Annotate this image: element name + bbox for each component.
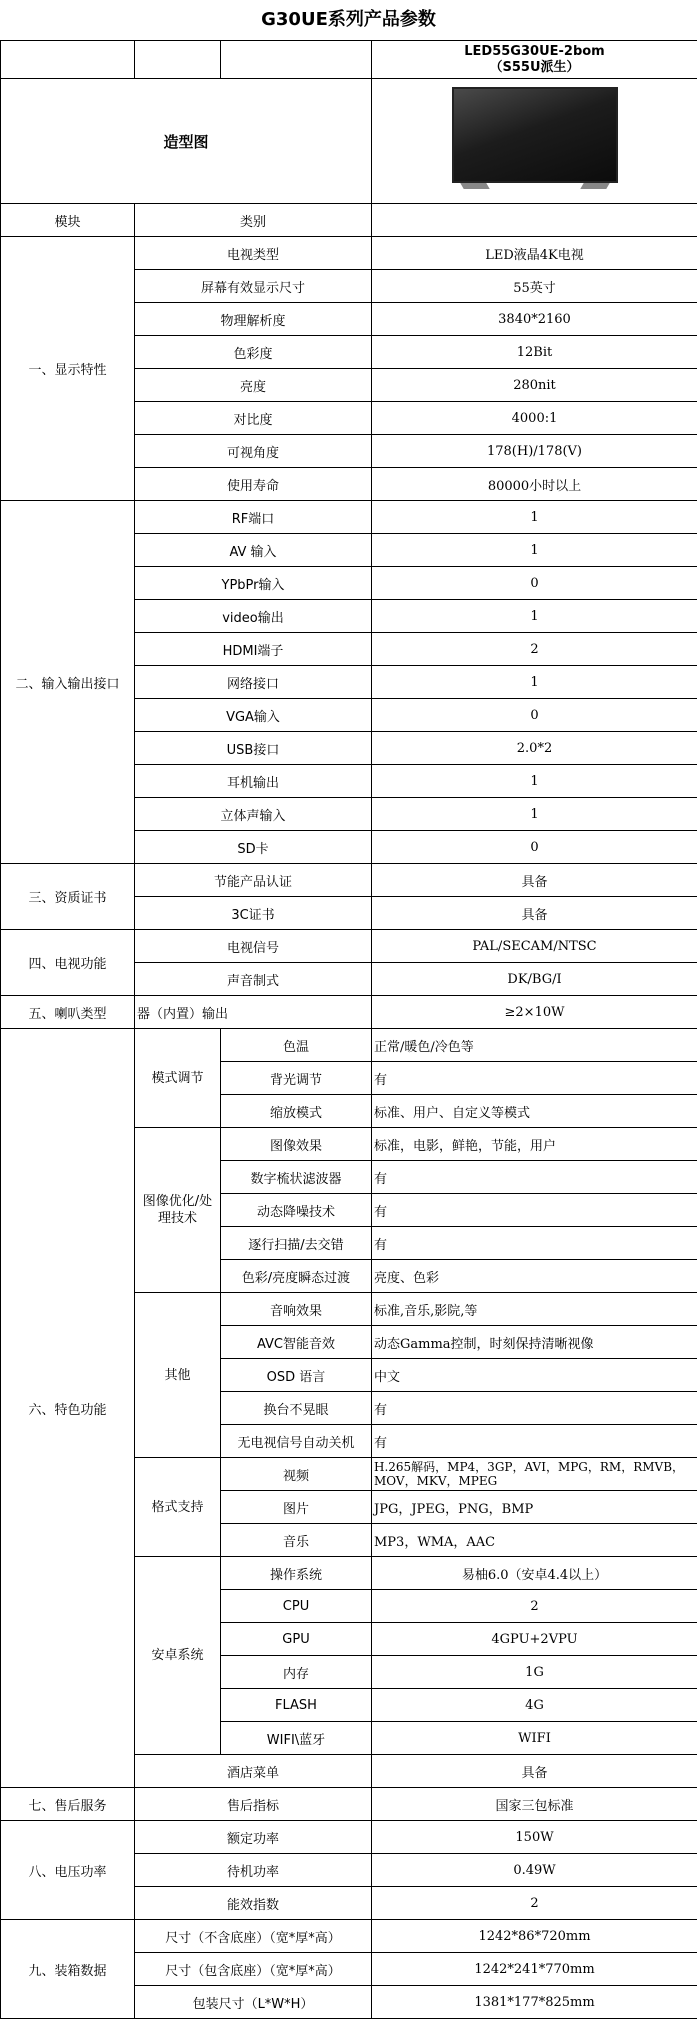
spec-label: 立体声输入 xyxy=(135,798,372,831)
section-service: 七、售后服务 xyxy=(1,1788,135,1821)
spec-value: 标准、用户、自定义等模式 xyxy=(372,1095,697,1128)
shape-label: 造型图 xyxy=(1,79,372,204)
spec-label: 背光调节 xyxy=(221,1062,372,1095)
spec-label: 图片 xyxy=(221,1491,372,1524)
spec-label: SD卡 xyxy=(135,831,372,864)
spec-label: 使用寿命 xyxy=(135,468,372,501)
spec-label: 色彩度 xyxy=(135,336,372,369)
spec-value: H.265解码，MP4，3GP，AVI，MPG，RM，RMVB，MOV，MKV，MPEG xyxy=(372,1458,697,1491)
column-header-row xyxy=(1,204,697,237)
spec-label: 数字梳状滤波器 xyxy=(221,1161,372,1194)
spec-value: 1 xyxy=(372,534,697,567)
spec-value: 1 xyxy=(372,600,697,633)
group-android: 安卓系统 xyxy=(135,1557,221,1755)
spec-label: 尺寸（包含底座）（宽*厚*高） xyxy=(135,1953,372,1986)
product-image xyxy=(372,79,697,204)
section-speaker: 五、喇叭类型 xyxy=(1,996,135,1029)
spec-value: 4GPU+2VPU xyxy=(372,1623,697,1656)
spec-row xyxy=(1,1821,697,1854)
spec-label: 内存 xyxy=(221,1656,372,1689)
spec-label: 可视角度 xyxy=(135,435,372,468)
spec-row xyxy=(1,237,697,270)
spec-value: 1 xyxy=(372,501,697,534)
spec-label: 逐行扫描/去交错 xyxy=(221,1227,372,1260)
spec-value: 1 xyxy=(372,666,697,699)
spec-label: 3C证书 xyxy=(135,897,372,930)
spec-value: 0 xyxy=(372,567,697,600)
spec-label: 额定功率 xyxy=(135,1821,372,1854)
spec-label: 耳机输出 xyxy=(135,765,372,798)
spec-value: 4000:1 xyxy=(372,402,697,435)
spec-value: 2 xyxy=(372,1887,697,1920)
section-power: 八、电压功率 xyxy=(1,1821,135,1920)
spec-value: 2 xyxy=(372,1590,697,1623)
spec-label: 节能产品认证 xyxy=(135,864,372,897)
spec-label: 声音制式 xyxy=(135,963,372,996)
spec-label: 酒店菜单 xyxy=(135,1755,372,1788)
spec-value: 150W xyxy=(372,1821,697,1854)
spec-value: 有 xyxy=(372,1392,697,1425)
spec-row xyxy=(1,864,697,897)
section-packing: 九、装箱数据 xyxy=(1,1920,135,2019)
spec-row xyxy=(1,996,697,1029)
spec-label: 图像效果 xyxy=(221,1128,372,1161)
spec-label: AV 输入 xyxy=(135,534,372,567)
spec-label: 视频 xyxy=(221,1458,372,1491)
spec-value: 1 xyxy=(372,798,697,831)
blank-cell xyxy=(221,41,372,79)
image-row xyxy=(1,79,697,204)
spec-label: 音响效果 xyxy=(221,1293,372,1326)
group-mode: 模式调节 xyxy=(135,1029,221,1128)
spec-label: WIFI\蓝牙 xyxy=(221,1722,372,1755)
spec-label: RF端口 xyxy=(135,501,372,534)
page-title: G30UE系列产品参数 xyxy=(0,0,697,40)
spec-label: 换台不晃眼 xyxy=(221,1392,372,1425)
spec-value: 正常/暖色/冷色等 xyxy=(372,1029,697,1062)
spec-value: 2 xyxy=(372,633,697,666)
spec-value: 280nit xyxy=(372,369,697,402)
spec-row xyxy=(1,1029,697,1062)
spec-label: 动态降噪技术 xyxy=(221,1194,372,1227)
spec-row xyxy=(1,1788,697,1821)
spec-value: 易柚6.0（安卓4.4以上） xyxy=(372,1557,697,1590)
category-header: 类别 xyxy=(135,204,372,237)
spec-value: 有 xyxy=(372,1425,697,1458)
spec-value: 动态Gamma控制，时刻保持清晰视像 xyxy=(372,1326,697,1359)
section-display: 一、显示特性 xyxy=(1,237,135,501)
spec-label: 色温 xyxy=(221,1029,372,1062)
spec-label: 能效指数 xyxy=(135,1887,372,1920)
spec-label: 待机功率 xyxy=(135,1854,372,1887)
spec-value: 有 xyxy=(372,1062,697,1095)
spec-value: PAL/SECAM/NTSC xyxy=(372,930,697,963)
spec-value: 1G xyxy=(372,1656,697,1689)
spec-label: 亮度 xyxy=(135,369,372,402)
spec-value: 具备 xyxy=(372,897,697,930)
spec-value: JPG，JPEG，PNG，BMP xyxy=(372,1491,697,1524)
spec-label: FLASH xyxy=(221,1689,372,1722)
spec-value: WIFI xyxy=(372,1722,697,1755)
model-name: LED55G30UE-2bom （S55U派生） xyxy=(372,41,697,79)
spec-label: 电视信号 xyxy=(135,930,372,963)
spec-row xyxy=(1,1920,697,1953)
spec-value: 国家三包标准 xyxy=(372,1788,697,1821)
spec-label: 屏幕有效显示尺寸 xyxy=(135,270,372,303)
spec-label: YPbPr输入 xyxy=(135,567,372,600)
spec-label: OSD 语言 xyxy=(221,1359,372,1392)
group-image: 图像优化/处理技术 xyxy=(135,1128,221,1293)
spec-label: VGA输入 xyxy=(135,699,372,732)
spec-value: 有 xyxy=(372,1194,697,1227)
spec-label: AVC智能音效 xyxy=(221,1326,372,1359)
spec-label: 色彩/亮度瞬态过渡 xyxy=(221,1260,372,1293)
spec-label: 包装尺寸（L*W*H） xyxy=(135,1986,372,2019)
group-other: 其他 xyxy=(135,1293,221,1458)
spec-value: 亮度、色彩 xyxy=(372,1260,697,1293)
spec-table xyxy=(0,40,697,2019)
group-format: 格式支持 xyxy=(135,1458,221,1557)
section-tv-function: 四、电视功能 xyxy=(1,930,135,996)
spec-value: 具备 xyxy=(372,1755,697,1788)
spec-value: 0.49W xyxy=(372,1854,697,1887)
spec-value: 1381*177*825mm xyxy=(372,1986,697,2019)
spec-value: 1242*241*770mm xyxy=(372,1953,697,1986)
spec-label: 网络接口 xyxy=(135,666,372,699)
header-row xyxy=(1,41,697,79)
spec-value: 0 xyxy=(372,699,697,732)
spec-label: 尺寸（不含底座）（宽*厚*高） xyxy=(135,1920,372,1953)
spec-value: 有 xyxy=(372,1161,697,1194)
spec-value: 55英寸 xyxy=(372,270,697,303)
spec-value: 标准,音乐,影院,等 xyxy=(372,1293,697,1326)
section-io: 二、输入输出接口 xyxy=(1,501,135,864)
spec-value: DK/BG/I xyxy=(372,963,697,996)
spec-value: LED液晶4K电视 xyxy=(372,237,697,270)
section-features: 六、特色功能 xyxy=(1,1029,135,1788)
spec-label: 音乐 xyxy=(221,1524,372,1557)
spec-value: 具备 xyxy=(372,864,697,897)
spec-value: 178(H)/178(V) xyxy=(372,435,697,468)
tv-product-icon xyxy=(452,87,618,191)
spec-value: 标准，电影，鲜艳，节能，用户 xyxy=(372,1128,697,1161)
spec-label: 物理解析度 xyxy=(135,303,372,336)
spec-label: 售后指标 xyxy=(135,1788,372,1821)
spec-label: GPU xyxy=(221,1623,372,1656)
spec-value: 有 xyxy=(372,1227,697,1260)
spec-value: ≥2×10W xyxy=(372,996,697,1029)
spec-row xyxy=(1,501,697,534)
spec-label: 器（内置）输出 xyxy=(135,996,372,1029)
spec-value: MP3，WMA，AAC xyxy=(372,1524,697,1557)
spec-value: 80000小时以上 xyxy=(372,468,697,501)
blank-cell xyxy=(1,41,135,79)
spec-value: 0 xyxy=(372,831,697,864)
spec-label: 无电视信号自动关机 xyxy=(221,1425,372,1458)
spec-value: 1 xyxy=(372,765,697,798)
spec-label: 操作系统 xyxy=(221,1557,372,1590)
spec-row xyxy=(1,930,697,963)
spec-value: 3840*2160 xyxy=(372,303,697,336)
spec-label: HDMI端子 xyxy=(135,633,372,666)
spec-label: 对比度 xyxy=(135,402,372,435)
spec-value: 2.0*2 xyxy=(372,732,697,765)
module-header: 模块 xyxy=(1,204,135,237)
spec-label: 电视类型 xyxy=(135,237,372,270)
spec-label: 缩放模式 xyxy=(221,1095,372,1128)
blank-cell xyxy=(135,41,221,79)
spec-value: 12Bit xyxy=(372,336,697,369)
section-certificates: 三、资质证书 xyxy=(1,864,135,930)
spec-value: 中文 xyxy=(372,1359,697,1392)
spec-label: USB接口 xyxy=(135,732,372,765)
spec-value: 4G xyxy=(372,1689,697,1722)
spec-label: video输出 xyxy=(135,600,372,633)
spec-value: 1242*86*720mm xyxy=(372,1920,697,1953)
blank-cell xyxy=(372,204,697,237)
spec-label: CPU xyxy=(221,1590,372,1623)
